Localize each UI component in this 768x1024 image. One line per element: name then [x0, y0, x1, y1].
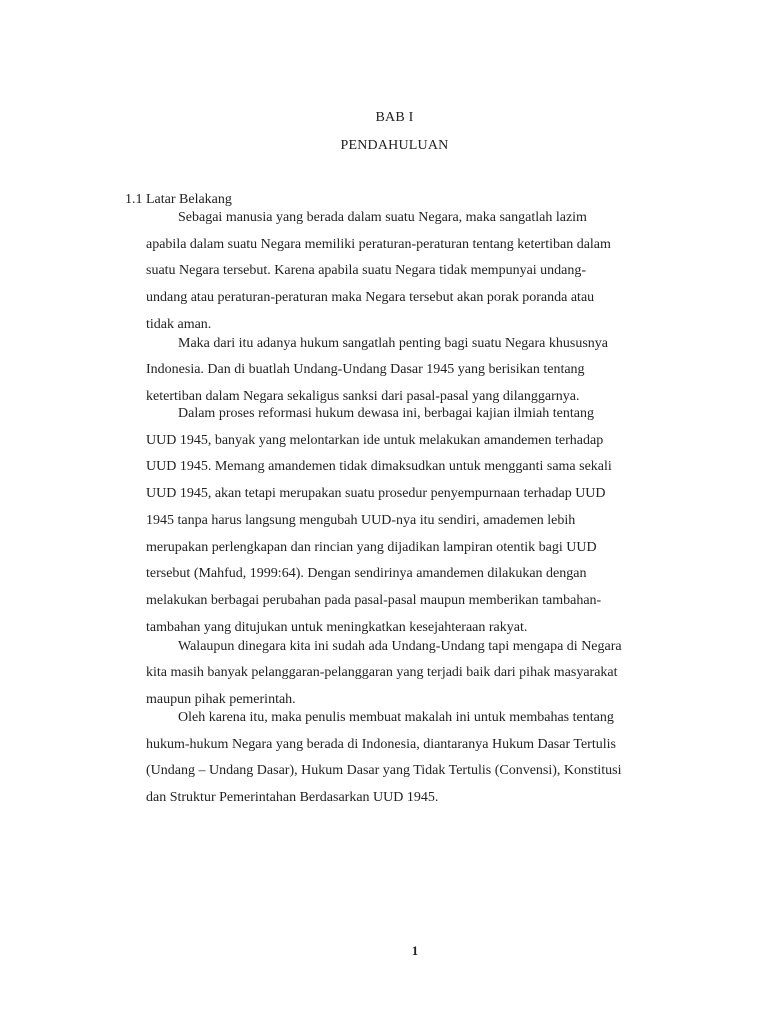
text-line: Indonesia. Dan di buatlah Undang-Undang Dasar 1945 yang berisikan tentang: [146, 362, 585, 377]
text-line: Dalam proses reformasi hukum dewasa ini, berbagai kajian ilmiah tentang: [178, 406, 594, 421]
text-line: ketertiban dalam Negara sekaligus sanksi dari pasal-pasal yang dilanggarnya.: [146, 389, 580, 404]
text-line: maupun pihak pemerintah.: [146, 692, 296, 707]
text-line: tambahan yang ditujukan untuk meningkatkan kesejahteraan rakyat.: [146, 620, 528, 635]
text-line: Walaupun dinegara kita ini sudah ada Undang-Undang tapi mengapa di Negara: [178, 639, 622, 654]
text-line: merupakan perlengkapan dan rincian yang dijadikan lampiran otentik bagi UUD: [146, 540, 597, 555]
text-line: Maka dari itu adanya hukum sangatlah penting bagi suatu Negara khususnya: [178, 336, 608, 351]
text-line: tersebut (Mahfud, 1999:64). Dengan sendirinya amandemen dilakukan dengan: [146, 566, 587, 581]
text-line: Sebagai manusia yang berada dalam suatu Negara, maka sangatlah lazim: [178, 210, 587, 225]
text-line: Oleh karena itu, maka penulis membuat makalah ini untuk membahas tentang: [178, 710, 614, 725]
section-heading: 1.1 Latar Belakang: [125, 192, 232, 207]
text-line: UUD 1945, banyak yang melontarkan ide untuk melakukan amandemen terhadap: [146, 433, 604, 448]
page-number: 1: [411, 943, 419, 958]
text-line: 1945 tanpa harus langsung mengubah UUD-nya itu sendiri, amademen lebih: [146, 513, 576, 528]
chapter-title: PENDAHULUAN: [340, 138, 449, 153]
text-line: (Undang – Undang Dasar), Hukum Dasar yang Tidak Tertulis (Convensi), Konstitusi: [146, 763, 622, 778]
chapter-label: BAB I: [375, 110, 414, 125]
text-line: dan Struktur Pemerintahan Berdasarkan UUD 1945.: [146, 790, 439, 805]
text-line: apabila dalam suatu Negara memiliki peraturan-peraturan tentang ketertiban dalam: [146, 237, 611, 252]
text-line: UUD 1945, akan tetapi merupakan suatu prosedur penyempurnaan terhadap UUD: [146, 486, 606, 501]
text-line: hukum-hukum Negara yang berada di Indonesia, diantaranya Hukum Dasar Tertulis: [146, 737, 616, 752]
text-line: UUD 1945. Memang amandemen tidak dimaksudkan untuk mengganti sama sekali: [146, 459, 612, 474]
text-line: kita masih banyak pelanggaran-pelanggaran yang terjadi baik dari pihak masyarakat: [146, 665, 618, 680]
text-line: melakukan berbagai perubahan pada pasal-pasal maupun memberikan tambahan-: [146, 593, 602, 608]
text-line: undang atau peraturan-peraturan maka Negara tersebut akan porak poranda atau: [146, 290, 595, 305]
text-line: tidak aman.: [146, 317, 212, 332]
text-line: suatu Negara tersebut. Karena apabila suatu Negara tidak mempunyai undang-: [146, 263, 587, 278]
